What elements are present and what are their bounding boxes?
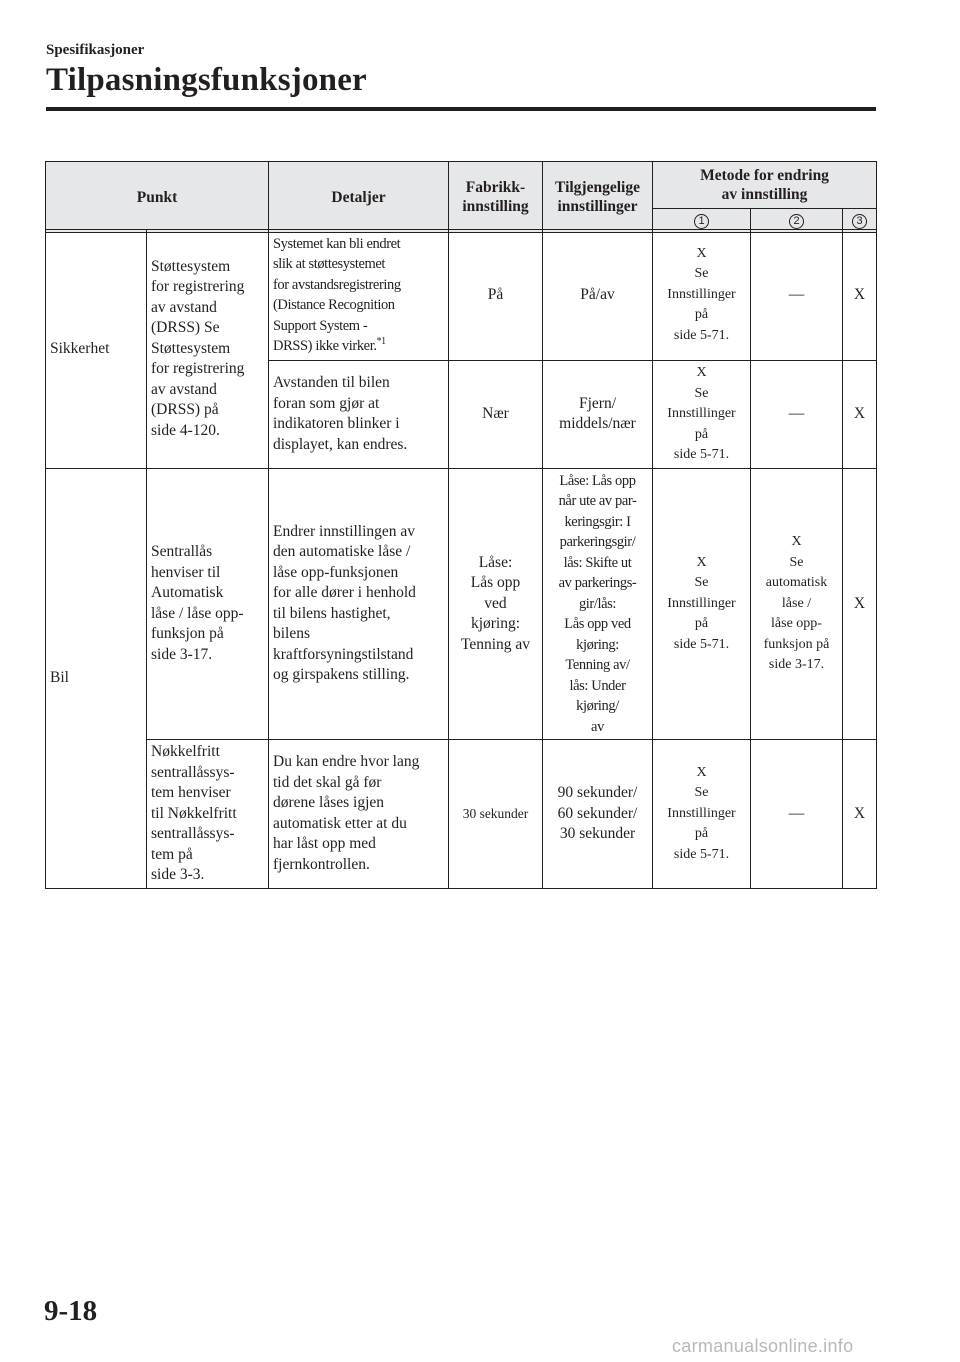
factory-drss: På bbox=[449, 230, 543, 361]
item-drss: Støttesystem for registrering av avstand (DRSS) Se Støttesystem for registrering av avstand (DRSS) på side 4-120. bbox=[147, 230, 269, 469]
table-row bbox=[46, 740, 877, 889]
table-header-row bbox=[46, 162, 877, 209]
method1-keyless: X Se Innstillinger på side 5-71. bbox=[653, 740, 751, 889]
method2-keyless: — bbox=[751, 740, 843, 889]
method2-drss: — bbox=[751, 230, 843, 361]
factory-keyless: 30 sekunder bbox=[449, 740, 543, 889]
details-central-lock: Endrer innstillingen av den automatiske låse / låse opp-funksjonen for alle dører i henhold til bilens hastighet, bilens kraftforsyningstilstand og girspakens stilling. bbox=[269, 468, 449, 740]
available-keyless: 90 sekunder/ 60 sekunder/ 30 sekunder bbox=[543, 740, 653, 889]
available-distance: Fjern/ middels/nær bbox=[543, 361, 653, 469]
header-tilgjengelige: Tilgjengelige innstillinger bbox=[543, 162, 653, 233]
table-row bbox=[46, 468, 877, 740]
group-sikkerhet: Sikkerhet bbox=[46, 230, 147, 469]
factory-central-lock: Låse: Lås opp ved kjøring: Tenning av bbox=[449, 468, 543, 740]
header-fabrikk: Fabrikk- innstilling bbox=[449, 162, 543, 233]
page-title: Tilpasningsfunksjoner bbox=[46, 62, 367, 98]
section-label: Spesifikasjoner bbox=[46, 42, 145, 58]
circled-three-icon: 3 bbox=[852, 214, 867, 229]
page-number: 9-18 bbox=[44, 1295, 98, 1327]
circled-two-icon: 2 bbox=[789, 214, 804, 229]
method1-drss: X Se Innstillinger på side 5-71. bbox=[653, 230, 751, 361]
item-central-lock: Sentrallås henviser til Automatisk låse / låse opp- funksjon på side 3-17. bbox=[147, 468, 269, 740]
method3-distance: X bbox=[843, 361, 877, 469]
available-central-lock: Låse: Lås opp når ute av par- keringsgir: I parkeringsgir/ lås: Skifte ut av parkerings- gir/lås: Lås opp ved kjøring: Tenning av/ lås: Under kjøring/ av bbox=[543, 468, 653, 740]
customization-table-body bbox=[45, 229, 877, 889]
header-metode: Metode for endring av innstilling bbox=[653, 162, 877, 209]
header-punkt: Punkt bbox=[46, 162, 269, 233]
method2-central-lock: X Se automatisk låse / låse opp- funksjon på side 3-17. bbox=[751, 468, 843, 740]
table-row bbox=[46, 230, 877, 361]
circled-one-icon: 1 bbox=[694, 214, 709, 229]
details-distance: Avstanden til bilen foran som gjør at indikatoren blinker i displayet, kan endres. bbox=[269, 361, 449, 469]
header-detaljer: Detaljer bbox=[269, 162, 449, 233]
method3-drss: X bbox=[843, 230, 877, 361]
watermark: carmanualsonline.info bbox=[672, 1336, 854, 1356]
method3-keyless: X bbox=[843, 740, 877, 889]
group-bil: Bil bbox=[46, 468, 147, 888]
factory-distance: Nær bbox=[449, 361, 543, 469]
method3-central-lock: X bbox=[843, 468, 877, 740]
title-divider bbox=[46, 107, 876, 111]
item-keyless: Nøkkelfritt sentrallåssys- tem henviser til Nøkkelfritt sentrallåssys- tem på side 3-3. bbox=[147, 740, 269, 889]
footnote-marker: *1 bbox=[376, 336, 386, 348]
method1-distance: X Se Innstillinger på side 5-71. bbox=[653, 361, 751, 469]
method1-central-lock: X Se Innstillinger på side 5-71. bbox=[653, 468, 751, 740]
details-drss: Systemet kan bli endret slik at støttesystemet for avstandsregistrering (Distance Recognition Support System - DRSS) ikke virker.$^{*1}$ bbox=[269, 230, 449, 361]
details-keyless: Du kan endre hvor lang tid det skal gå før dørene låses igjen automatisk etter at du har låst opp med fjernkontrollen. bbox=[269, 740, 449, 889]
method2-distance: — bbox=[751, 361, 843, 469]
available-drss: På/av bbox=[543, 230, 653, 361]
customization-table bbox=[45, 161, 877, 233]
